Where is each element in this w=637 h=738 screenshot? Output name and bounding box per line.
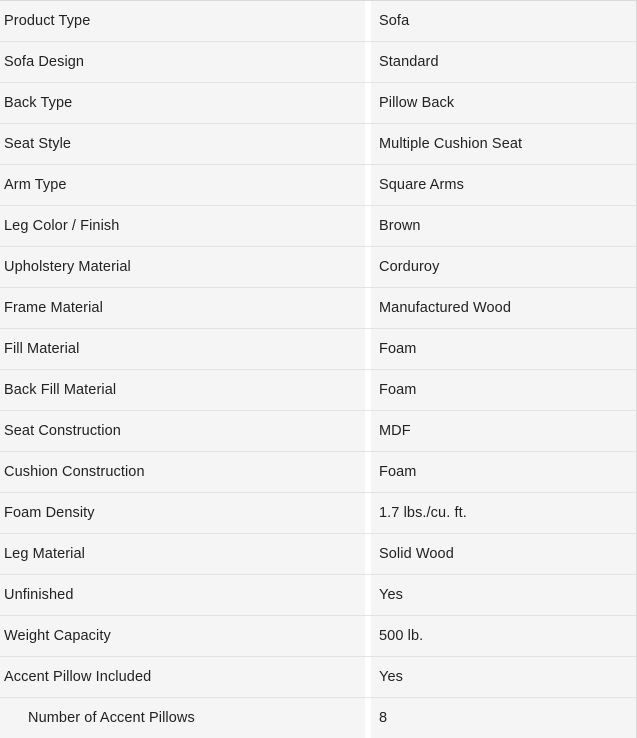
spec-label: Cushion Construction — [4, 464, 145, 480]
spec-row-product-type — [0, 1, 637, 42]
spec-row-leg-color-finish — [0, 206, 637, 247]
spec-value: MDF — [379, 423, 411, 439]
spec-value: Sofa — [379, 13, 410, 29]
spec-row-foam-density — [0, 493, 637, 534]
spec-value: 1.7 lbs./cu. ft. — [379, 505, 467, 521]
spec-row-frame-material — [0, 288, 637, 329]
spec-row-seat-style — [0, 124, 637, 165]
spec-value: Multiple Cushion Seat — [379, 136, 523, 152]
spec-row-cushion-construction — [0, 452, 637, 493]
spec-value: Foam — [379, 341, 417, 357]
spec-label: Seat Construction — [4, 423, 121, 439]
spec-label: Sofa Design — [4, 54, 85, 70]
spec-label: Frame Material — [4, 300, 103, 316]
spec-label: Upholstery Material — [4, 259, 131, 275]
spec-value: Pillow Back — [379, 95, 455, 111]
spec-label: Foam Density — [4, 505, 95, 521]
spec-value: Square Arms — [379, 177, 464, 193]
spec-label: Back Fill Material — [4, 382, 117, 398]
spec-value: Foam — [379, 382, 417, 398]
spec-label: Seat Style — [4, 136, 72, 152]
spec-value: Foam — [379, 464, 417, 480]
spec-row-arm-type — [0, 165, 637, 206]
spec-value: Yes — [379, 587, 403, 603]
spec-row-upholstery-material — [0, 247, 637, 288]
spec-row-fill-material — [0, 329, 637, 370]
spec-label: Number of Accent Pillows — [28, 710, 195, 726]
spec-row-unfinished — [0, 575, 637, 616]
spec-value: Brown — [379, 218, 421, 234]
spec-label: Accent Pillow Included — [4, 669, 152, 685]
spec-label: Weight Capacity — [4, 628, 111, 644]
spec-label: Arm Type — [4, 177, 67, 193]
spec-value: Solid Wood — [379, 546, 454, 562]
spec-label: Leg Color / Finish — [4, 218, 120, 234]
spec-value: 500 lb. — [379, 628, 424, 644]
spec-row-sofa-design — [0, 42, 637, 83]
spec-row-weight-capacity — [0, 616, 637, 657]
spec-row-accent-pillow-included — [0, 657, 637, 698]
spec-row-back-type — [0, 83, 637, 124]
spec-value: Yes — [379, 669, 403, 685]
spec-label: Fill Material — [4, 341, 80, 357]
spec-value: Standard — [379, 54, 439, 70]
spec-row-leg-material — [0, 534, 637, 575]
spec-row-number-of-accent-pillows — [0, 698, 637, 738]
spec-row-back-fill-material — [0, 370, 637, 411]
spec-label: Unfinished — [4, 587, 74, 603]
spec-row-seat-construction — [0, 411, 637, 452]
spec-label: Product Type — [4, 13, 91, 29]
spec-label: Back Type — [4, 95, 73, 111]
spec-value: 8 — [379, 710, 388, 726]
spec-value: Corduroy — [379, 259, 440, 275]
spec-value: Manufactured Wood — [379, 300, 512, 316]
spec-label: Leg Material — [4, 546, 85, 562]
